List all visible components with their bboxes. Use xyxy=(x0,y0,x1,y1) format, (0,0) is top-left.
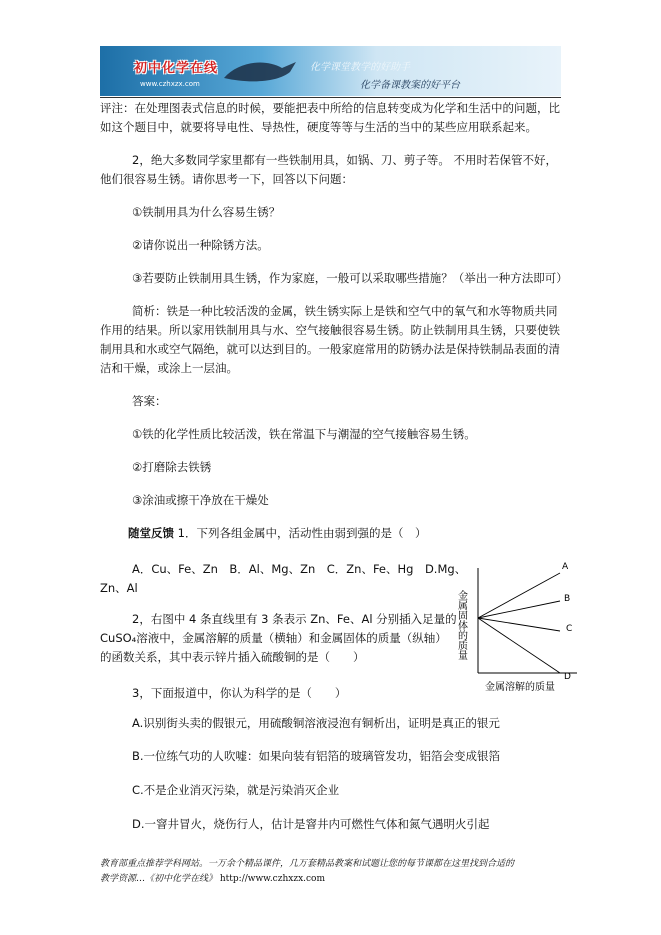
header-banner xyxy=(100,46,561,96)
analysis-line-3: 制用具和水或空气隔绝，就可以达到目的。一般家庭常用的防锈办法是保持铁制品表面的清 xyxy=(100,342,560,356)
series-line-a xyxy=(478,573,560,618)
site-logo: 初中化学在线 xyxy=(134,61,219,76)
footer-line-2 xyxy=(100,872,570,887)
question-2b-line-1: 2，右图中 4 条直线里有 3 条表示 Zn、Fe、Al 分别插入足量的 xyxy=(132,612,457,626)
comment-line-2: 如这个题目中，就要将导电性、导热性，硬度等等与生活的当中的某些应用联系起来。 xyxy=(100,120,537,134)
analysis-line-4: 洁和干燥，或涂上一层油。 xyxy=(100,361,238,375)
series-label-c: C xyxy=(566,624,573,634)
series-line-b xyxy=(478,601,560,618)
feedback-question-1-text: 1．下列各组金属中，活动性由弱到强的是（ ） xyxy=(177,526,427,540)
question-3-option-d: D.一窨井冒火，烧伤行人，估计是窨井内可燃性气体和氮气遇明火引起 xyxy=(132,817,490,831)
feedback-question-1 xyxy=(128,524,426,543)
question-3-option-b: B.一位练气功的人吹嘘：如果向装有铝箔的玻璃管发功，铝箔会变成银箔 xyxy=(132,749,501,763)
banner-slogan-1: 化学课堂教学的好助手 xyxy=(310,62,410,73)
series-label-a: A xyxy=(562,562,569,572)
analysis-line-1: 简析：铁是一种比较活泼的金属，铁生锈实际上是铁和空气中的氧气和水等物质共同 xyxy=(132,304,558,318)
metal-mass-chart xyxy=(455,558,580,698)
answer-3: ③涂油或擦干净放在干燥处 xyxy=(132,493,269,507)
question-2-item-3: ③若要防止铁制用具生锈，作为家庭，一般可以采取哪些措施？（举出一种方法即可） xyxy=(132,271,568,285)
page-footer xyxy=(100,857,570,887)
footer-line-1: 教育部重点推荐学科网站。一万余个精品课件，几万套精品教案和试题让您的每节课都在这里找到合适的 xyxy=(100,859,515,869)
answer-1: ①铁的化学性质比较活泼，铁在常温下与潮湿的空气接触容易生锈。 xyxy=(132,427,476,441)
y-axis-label: 金属固体的质量 xyxy=(455,590,467,660)
series-line-d xyxy=(478,618,560,673)
question-2-line-1: 2，绝大多数同学家里都有一些铁制用具，如锅、刀、剪子等。 不用时若保管不好， xyxy=(132,153,557,167)
question-2-item-2: ②请你说出一种除锈方法。 xyxy=(132,238,269,252)
feedback-title: 随堂反馈 xyxy=(128,526,174,540)
dolphin-icon xyxy=(220,52,300,90)
question-3-option-a: A.识别街头卖的假银元，用硫酸铜溶液浸泡有铜析出，证明是真正的银元 xyxy=(132,716,500,730)
answer-label: 答案： xyxy=(132,394,167,408)
question-3: 3，下面报道中，你认为科学的是（ ） xyxy=(132,686,347,700)
series-group xyxy=(478,562,572,682)
question-1-options-line-2: Zn、Al xyxy=(100,581,138,595)
series-label-b: B xyxy=(564,594,571,604)
question-1-options-line-1: A．Cu、Fe、Zn B．Al、Mg、Zn C．Zn、Fe、Hg D.Mg、 xyxy=(132,562,467,576)
site-url: www.czhxzx.com xyxy=(140,80,200,88)
comment-line-1: 评注：在处理图表式信息的时候，要能把表中所给的信息转变成为化学和生活中的问题，比 xyxy=(100,101,560,115)
header-rule xyxy=(100,97,561,98)
analysis-line-2: 作用的结果。所以家用铁制用具与水、空气接触很容易生锈。防止铁制用具生锈，只要使铁 xyxy=(100,323,560,337)
question-2b-line-2: CuSO₄溶液中，金属溶解的质量（横轴）和金属固体的质量（纵轴） xyxy=(100,631,447,645)
footer-site-name: 教学资源…《初中化学在线》 xyxy=(100,874,218,884)
question-2-line-2: 他们很容易生锈。请你思考一下，回答以下问题： xyxy=(100,172,353,186)
answer-2: ②打磨除去铁锈 xyxy=(132,460,212,474)
question-3-option-c: C.不是企业消灭污染，就是污染消灭企业 xyxy=(132,783,340,797)
x-axis-label: 金属溶解的质量 xyxy=(485,682,555,693)
question-2-item-1: ①铁制用具为什么容易生锈？ xyxy=(132,205,281,219)
series-label-d: D xyxy=(564,672,571,682)
footer-url-link[interactable]: http://www.czhxzx.com xyxy=(219,874,326,884)
banner-slogan-2: 化学备课教案的好平台 xyxy=(360,80,460,91)
question-2b-line-3: 的函数关系，其中表示锌片插入硫酸铜的是（ ） xyxy=(100,650,365,664)
series-line-c xyxy=(478,618,560,631)
